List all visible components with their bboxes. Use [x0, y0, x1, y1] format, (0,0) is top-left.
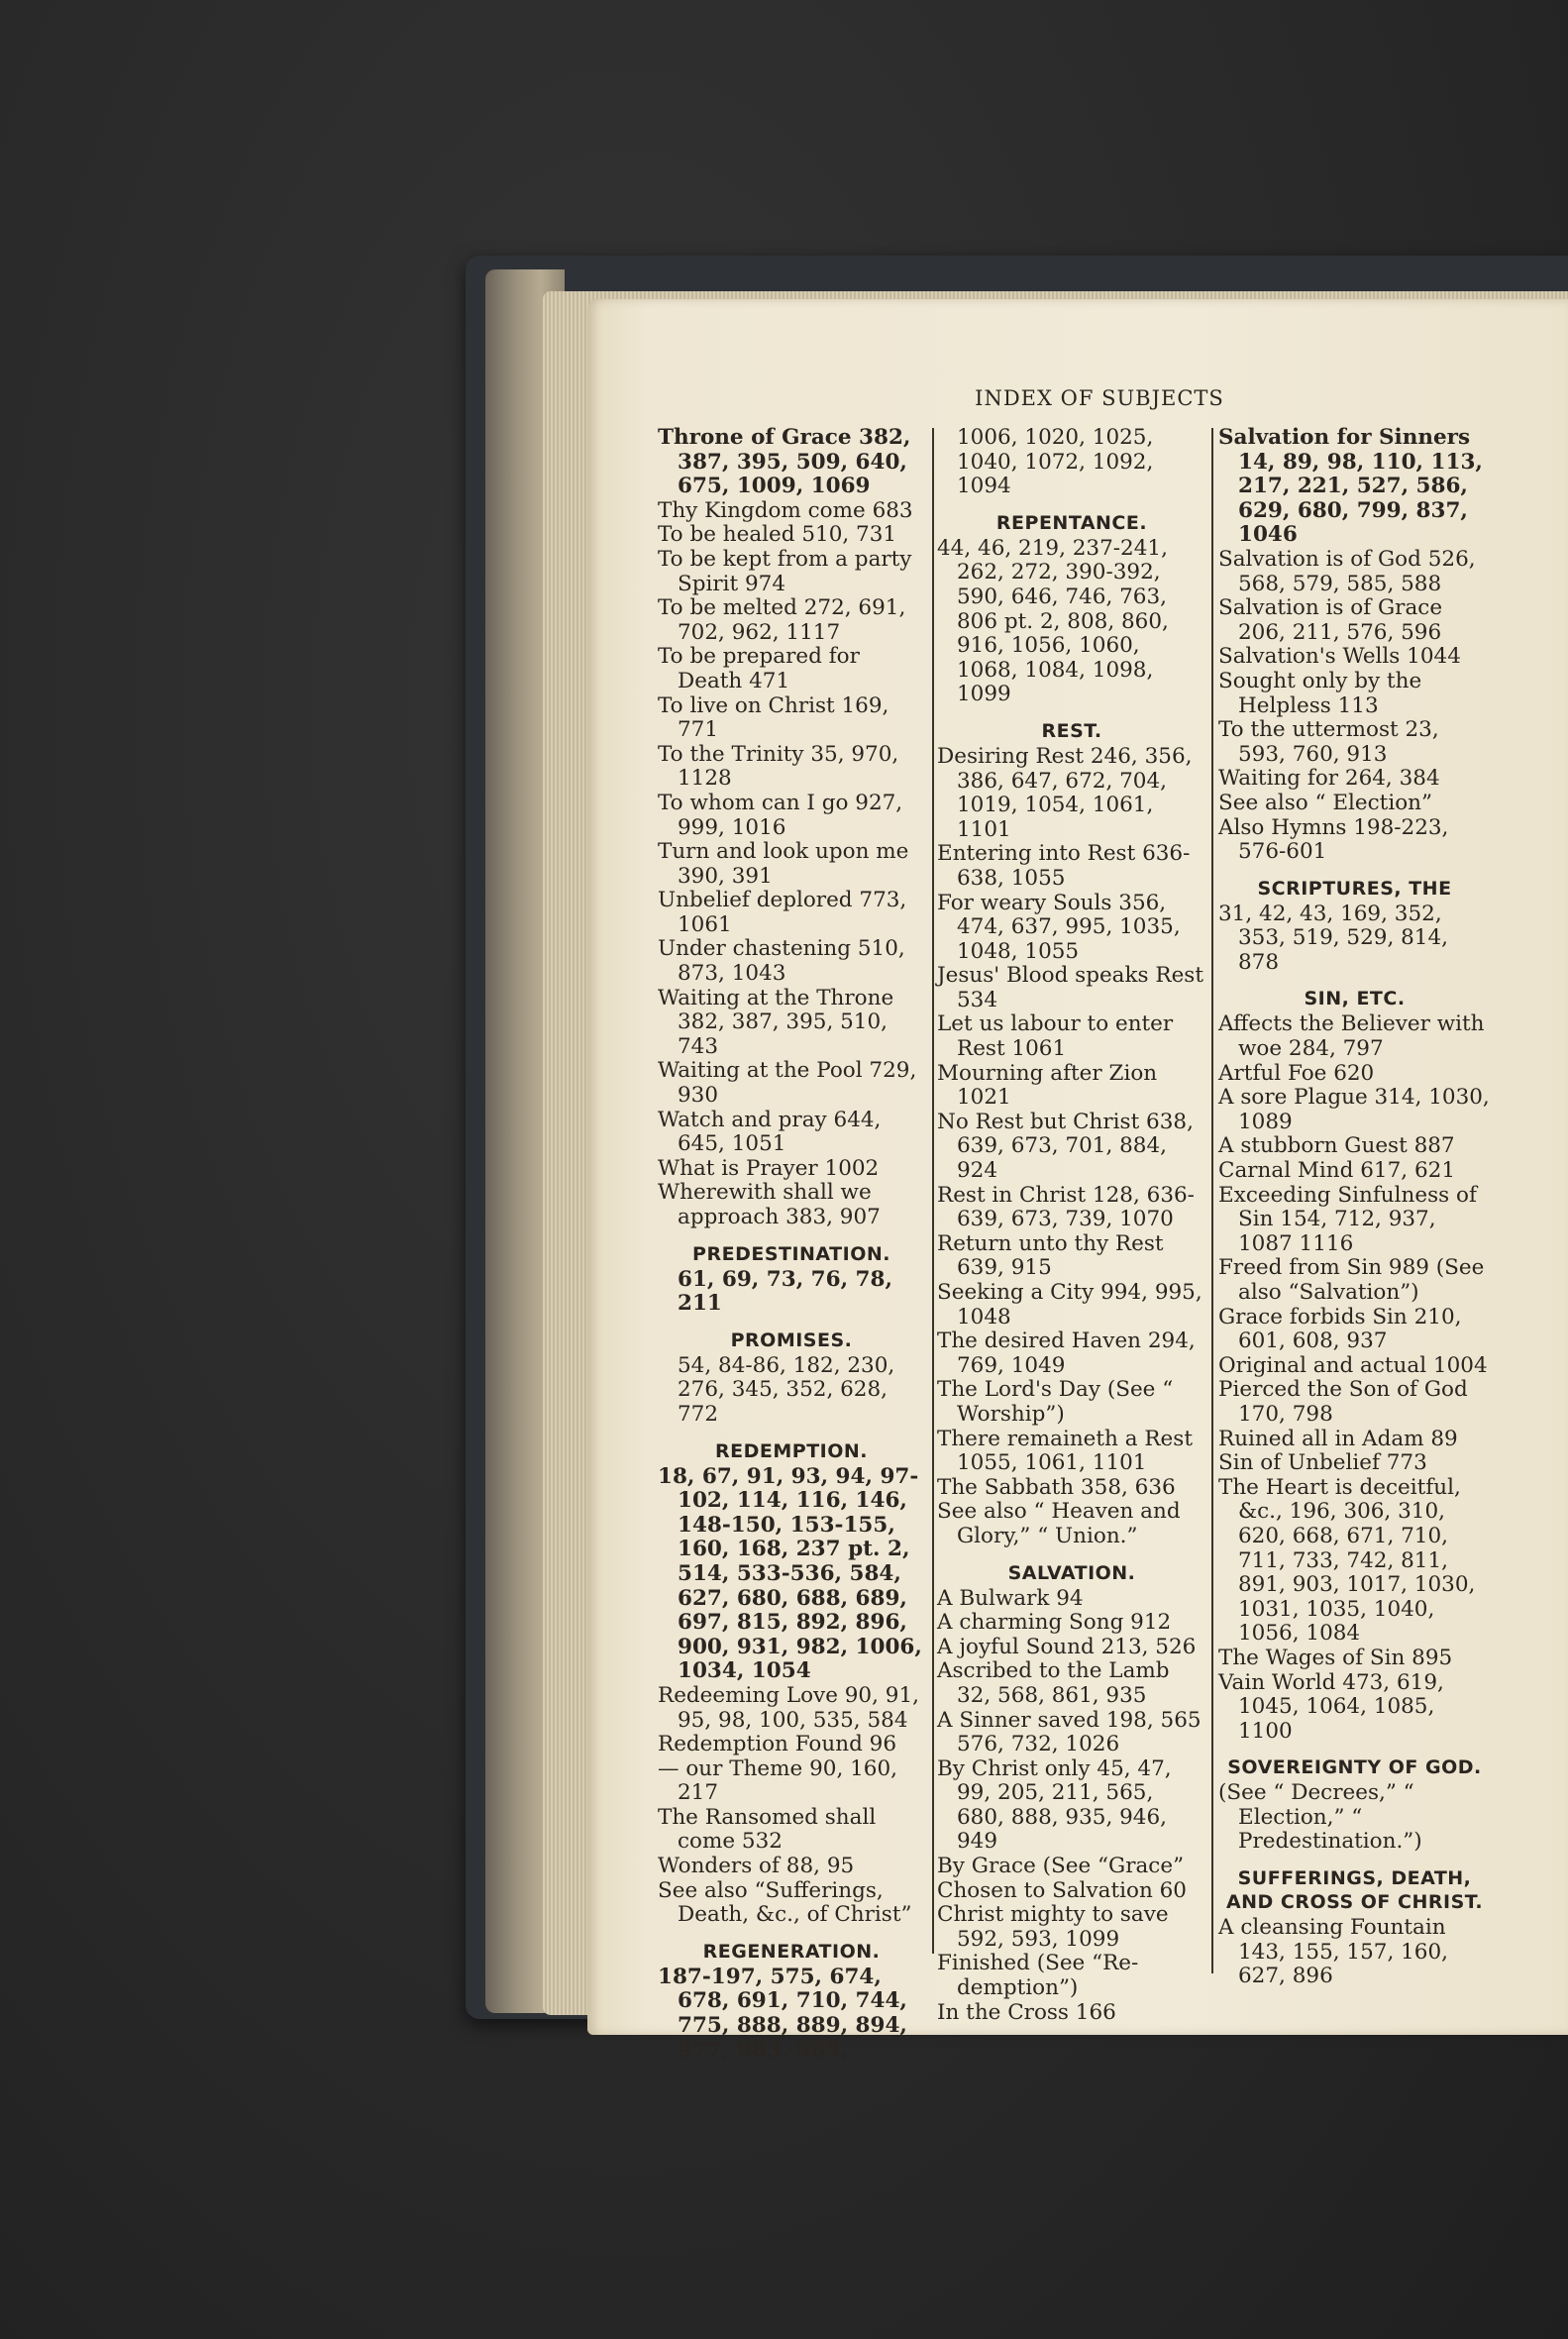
index-entry: The Wages of Sin 895 — [1218, 1645, 1453, 1670]
index-entry: Exceeding Sinfulness of Sin 154, 712, 937, 1087 1116 — [1218, 1182, 1477, 1256]
index-entry: — our Theme 90, 160, 217 — [658, 1755, 897, 1806]
index-column-1 — [658, 426, 925, 2063]
index-entry: To the uttermost 23, 593, 760, 913 — [1218, 717, 1439, 767]
index-entry: To be prepared for Death 471 — [658, 644, 860, 693]
section-heading: SCRIPTURES, THE — [1257, 877, 1452, 900]
index-entry: See also “ Election” — [1218, 790, 1432, 815]
index-entry: The Sabbath 358, 636 — [937, 1474, 1176, 1500]
index-entry: A joyful Sound 213, 526 — [937, 1634, 1197, 1659]
index-entry: Pierced the Son of God 170, 798 — [1218, 1377, 1468, 1427]
section-heading: SOVEREIGNTY OF GOD. — [1227, 1756, 1482, 1779]
index-column-3 — [1218, 426, 1491, 1989]
index-entry: Throne of Grace 382, 387, 395, 509, 640, 675, 1009, 1069 — [658, 425, 911, 499]
index-entry: Entering into Rest 636-638, 1055 — [937, 841, 1191, 891]
index-entry: Salvation for Sinners 14, 89, 98, 110, 113, 217, 221, 527, 586, 629, 680, 799, 837, 1046 — [1218, 425, 1483, 548]
index-entry: Salvation is of God 526, 568, 579, 585, 588 — [1218, 546, 1476, 596]
index-entry: The Heart is deceitful, &c., 196, 306, 310, 620, 668, 671, 710, 711, 733, 742, 811, 891, 903, 1017, 1030, 1031, 1035, 1040, 1056, 1084 — [1218, 1474, 1476, 1647]
index-entry: To live on Christ 169, 771 — [658, 692, 889, 743]
index-entry: Waiting at the Pool 729, 930 — [658, 1058, 917, 1109]
index-entry: Waiting for 264, 384 — [1218, 766, 1440, 792]
index-entry: 61, 69, 73, 76, 78, 211 — [678, 1266, 892, 1317]
index-entry: (See “ Decrees,” “ Election,” “ Predestination.”) — [1218, 1780, 1422, 1855]
column-rule — [932, 428, 934, 1954]
index-column-2 — [937, 426, 1206, 2025]
section-heading: SALVATION. — [1007, 1561, 1136, 1584]
index-entry: 44, 46, 219, 237-241, 262, 272, 390-392, 590, 646, 746, 763, 806 pt. 2, 808, 860, 916, 1056, 1060, 1068, 1084, 1098, 1099 — [937, 535, 1169, 707]
index-entry: Jesus' Blood speaks Rest 534 — [937, 963, 1203, 1012]
index-entry: Salvation is of Grace 206, 211, 576, 596 — [1218, 595, 1443, 645]
index-entry: See also “Sufferings, Death, &c., of Christ” — [658, 1877, 912, 1928]
index-entry: Carnal Mind 617, 621 — [1218, 1158, 1455, 1184]
index-entry: 31, 42, 43, 169, 352, 353, 519, 529, 814, 878 — [1218, 901, 1448, 975]
index-entry: 18, 67, 91, 93, 94, 97-102, 114, 116, 146, 148-150, 153-155, 160, 168, 237 pt. 2, 514, 533-536, 584, 627, 680, 688, 689, 697, 815, 892, 896, 900, 931, 982, 1006, 1034, 1054 — [658, 1463, 922, 1684]
index-entry: Artful Foe 620 — [1218, 1060, 1375, 1086]
index-entry: Sought only by the Helpless 113 — [1218, 668, 1422, 718]
index-entry: Return unto thy Rest 639, 915 — [937, 1230, 1164, 1281]
index-entry: 54, 84-86, 182, 230, 276, 345, 352, 628, 772 — [678, 1352, 895, 1427]
section-heading: REST. — [1041, 719, 1102, 742]
index-entry: Desiring Rest 246, 356, 386, 647, 672, 704, 1019, 1054, 1061, 1101 — [937, 743, 1193, 842]
index-entry: Watch and pray 644, 645, 1051 — [658, 1107, 882, 1157]
section-heading: PREDESTINATION. — [692, 1242, 890, 1265]
index-entry: There remaineth a Rest 1055, 1061, 1101 — [937, 1426, 1193, 1476]
index-entry: Sin of Unbelief 773 — [1218, 1450, 1427, 1476]
index-entry: To be healed 510, 731 — [658, 522, 897, 548]
section-heading: PROMISES. — [730, 1329, 853, 1351]
index-entry: By Grace (See “Grace” — [937, 1854, 1185, 1879]
index-entry: Ascribed to the Lamb 32, 568, 861, 935 — [937, 1658, 1170, 1708]
index-entry: To whom can I go 927, 999, 1016 — [658, 790, 903, 840]
section-heading: SUFFERINGS, DEATH, AND CROSS OF CHRIST. — [1225, 1867, 1484, 1914]
index-entry: 187-197, 575, 674, 678, 691, 710, 744, 775, 888, 889, 894, 977, 983, 989, — [658, 1964, 907, 2063]
index-entry: Let us labour to enter Rest 1061 — [937, 1011, 1174, 1062]
index-entry: Ruined all in Adam 89 — [1218, 1426, 1458, 1451]
index-entry: 1006, 1020, 1025, 1040, 1072, 1092, 1094 — [957, 425, 1154, 499]
index-entry: A stubborn Guest 887 — [1218, 1133, 1455, 1159]
index-entry: Seeking a City 994, 995, 1048 — [937, 1280, 1202, 1329]
index-entry: Rest in Christ 128, 636-639, 673, 739, 1070 — [937, 1182, 1195, 1232]
section-heading: SIN, ETC. — [1304, 988, 1406, 1010]
index-entry: Original and actual 1004 — [1218, 1352, 1488, 1378]
index-entry: To the Trinity 35, 970, 1128 — [658, 741, 899, 792]
index-entry: Wherewith shall we approach 383, 907 — [658, 1180, 881, 1229]
index-entry: Freed from Sin 989 (See also “Salvation”) — [1218, 1255, 1485, 1305]
index-entry: The Lord's Day (See “ Worship”) — [937, 1377, 1174, 1427]
index-entry: A charming Song 912 — [937, 1610, 1172, 1636]
index-entry: Grace forbids Sin 210, 601, 608, 937 — [1218, 1304, 1462, 1354]
index-entry: To be kept from a party Spirit 974 — [658, 546, 912, 596]
section-heading: REDEMPTION. — [715, 1439, 868, 1462]
index-entry: A Bulwark 94 — [937, 1585, 1084, 1611]
index-entry: Redeeming Love 90, 91, 95, 98, 100, 535, 584 — [658, 1682, 919, 1733]
index-entry: Unbelief deplored 773, 1061 — [658, 888, 907, 937]
index-entry: A cleansing Fountain 143, 155, 157, 160, 627, 896 — [1218, 1915, 1448, 1989]
index-entry: Finished (See “Re-demption”) — [937, 1951, 1139, 2001]
index-entry: By Christ only 45, 47, 99, 205, 211, 565, 680, 888, 935, 946, 949 — [937, 1755, 1172, 1855]
index-entry: Redemption Found 96 — [658, 1732, 897, 1757]
index-entry: Affects the Believer with woe 284, 797 — [1218, 1011, 1485, 1062]
index-entry: Chosen to Salvation 60 — [937, 1877, 1187, 1903]
index-entry: A Sinner saved 198, 565 576, 732, 1026 — [937, 1707, 1202, 1757]
index-entry: No Rest but Christ 638, 639, 673, 701, 884, 924 — [937, 1109, 1194, 1184]
index-entry: Christ mighty to save 592, 593, 1099 — [937, 1902, 1169, 1952]
index-entry: Also Hymns 198-223, 576-601 — [1218, 814, 1449, 865]
index-entry: Thy Kingdom come 683 — [658, 497, 913, 523]
index-entry: To be melted 272, 691, 702, 962, 1117 — [658, 595, 906, 645]
index-entry: The Ransomed shall come 532 — [658, 1804, 877, 1855]
index-entry: What is Prayer 1002 — [658, 1155, 880, 1181]
index-entry: Under chastening 510, 873, 1043 — [658, 936, 905, 987]
index-entry: Salvation's Wells 1044 — [1218, 644, 1461, 670]
index-entry: A sore Plague 314, 1030, 1089 — [1218, 1085, 1490, 1134]
index-entry: Mourning after Zion 1021 — [937, 1060, 1158, 1111]
index-entry: In the Cross 166 — [937, 1999, 1116, 2025]
index-entry: Turn and look upon me 390, 391 — [658, 839, 909, 889]
index-entry: The desired Haven 294, 769, 1049 — [937, 1329, 1196, 1378]
index-entry: See also “ Heaven and Glory,” “ Union.” — [937, 1499, 1181, 1548]
page-header: INDEX OF SUBJECTS — [975, 386, 1224, 410]
column-rule — [1211, 428, 1213, 1973]
section-heading: REGENERATION. — [702, 1940, 881, 1963]
index-entry: Vain World 473, 619, 1045, 1064, 1085, 1100 — [1218, 1669, 1444, 1744]
index-entry: Waiting at the Throne 382, 387, 395, 510, 743 — [658, 985, 894, 1059]
section-heading: REPENTANCE. — [995, 511, 1148, 534]
index-entry: For weary Souls 356, 474, 637, 995, 1035, 1048, 1055 — [937, 890, 1181, 964]
index-entry: Wonders of 88, 95 — [658, 1854, 855, 1879]
